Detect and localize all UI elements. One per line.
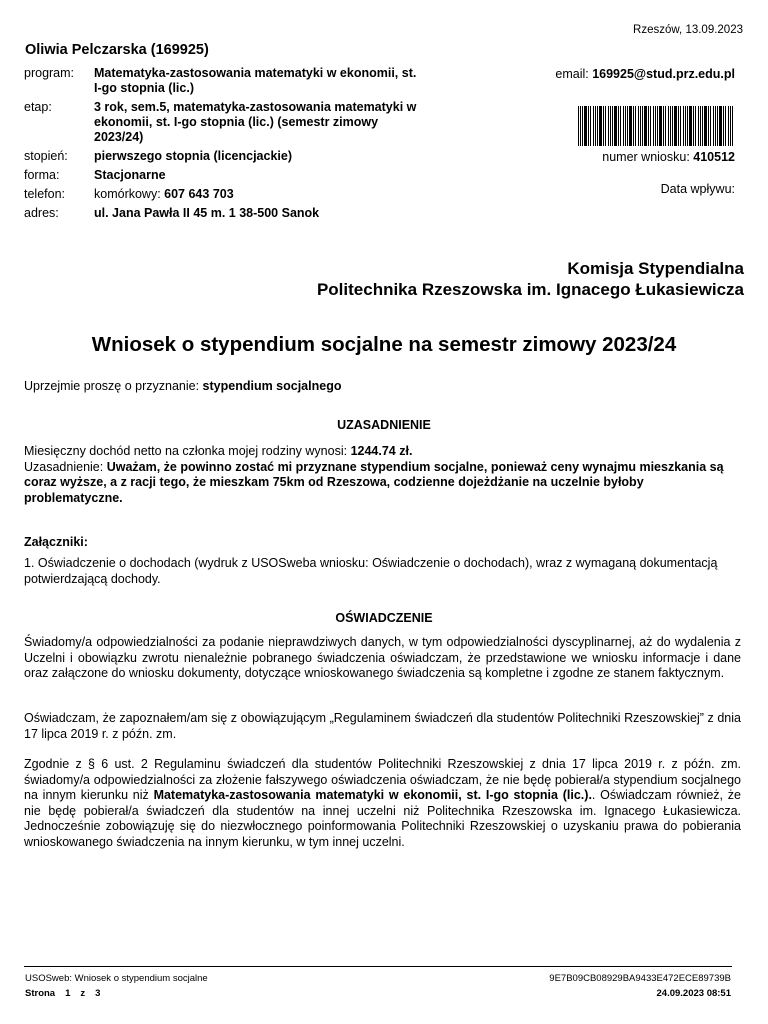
footer-divider [24,966,732,967]
declaration-p3-part-2: . Oświadczam również, że nie będę pobierał/a świadczeń dla studentów na innej uczelni niż Politechnika Rzeszowska im. Ignacego Łukasiewicza. Jednocześnie zobowiązuję się do niezwłocznego poinformowania Politechniki Rzeszowskiej o uzyskaniu prawa do pobierania wnioskowanego świadczenia na innym kierunku, w tym innej uczelni. [24,788,741,849]
info-label: telefon: [24,187,66,201]
info-label: forma: [24,168,60,182]
attachments-heading: Załączniki: [24,535,88,549]
info-row-degree [24,149,424,168]
income-label: Miesięczny dochód netto na członka mojej rodziny wynosi: [24,444,351,458]
phone-number: 607 643 703 [164,187,234,201]
reason-text: Uważam, że powinno zostać mi przyznane stypendium socjalne, ponieważ ceny wynajmu mieszkania są coraz wyższe, a z racji tego, że mieszkam 75km od Rzeszowa, codzienne dojeżdżanie na uczelnie byłoby problematyczne. [24,459,724,505]
info-row-address [24,206,424,225]
income-line [24,444,741,460]
declaration-p3-part-1: Zgodnie z § 6 ust. 2 Regulaminu świadczeń dla studentów Politechniki Rzeszowskiej z dnia 17 lipca 2019 r. z późn. zm. świadomy/a odpowiedzialności za złożenie fałszywego oświadczenia oświadczam, że nie będę pobierał/a stypendium socjalnego na innym kierunku niż [24,757,741,802]
info-label: adres: [24,206,59,220]
declaration-paragraph-1: Świadomy/a odpowiedzialności za podanie nieprawdziwych danych, w tym odpowiedzialności dyscyplinarnej, aż do wydalenia z Uczelni i obowiązku zwrotu nienależnie pobranego świadczenia oświadczam, że przedstawione we wniosku informacje i dane oraz załączone do wniosku dokumenty, dotyczące wnioskowanego świadczenia są kompletne i zgodne ze stanem faktycznym. [24,635,741,680]
addressee-line-1: Komisja Stypendialna [567,259,744,278]
page-of: z [80,988,86,999]
student-name: Oliwia Pelczarska (169925) [25,42,209,58]
info-value: pierwszego stopnia (licencjackie) [94,149,292,163]
print-timestamp: 24.09.2023 08:51 [656,988,731,999]
info-value-phone [94,187,424,206]
reason-line [24,460,741,507]
footer-system-label: USOSweb: Wniosek o stypendium socjalne [25,973,208,984]
place-date: Rzeszów, 13.09.2023 [633,24,743,36]
income-value: 1244.74 zł. [350,444,413,458]
justification-body [24,444,741,506]
info-value: 3 rok, sem.5, matematyka-zastosowania matematyki w ekonomii, st. I-go stopnia (lic.) (semestr zimowy 2023/24) [94,100,417,144]
footer-left [25,971,208,1001]
barcode [578,106,734,146]
phone-type: komórkowy: [94,187,165,201]
page-word: Strona [25,988,56,999]
declaration-paragraph-3 [24,757,741,850]
declaration-p3-program: Matematyka-zastosowania matematyki w ekonomii, st. I-go stopnia (lic.). [153,788,592,802]
application-number: 410512 [693,150,735,164]
request-value: stypendium socjalnego [202,379,342,393]
addressee-line-2: Politechnika Rzeszowska im. Ignacego Łukasiewicza [316,280,744,299]
reason-label: Uzasadnienie: [24,459,107,474]
request-line [24,379,341,393]
student-info-table [24,66,424,225]
page-total: 3 [95,988,101,999]
date-received-label: Data wpływu: [660,182,735,196]
application-number-line [602,150,735,164]
addressee-block [317,258,744,300]
document-title: Wniosek o stypendium socjalne na semestr zimowy 2023/24 [91,333,677,356]
info-row-phone [24,187,424,206]
info-value: ul. Jana Pawła II 45 m. 1 38-500 Sanok [94,206,320,220]
document-hash: 9E7B09CB08929BA9433E472ECE89739B [549,973,731,984]
info-label: program: [24,66,75,80]
info-row-form [24,168,424,187]
info-value: Stacjonarne [94,168,166,182]
application-number-label: numer wniosku: [602,150,694,164]
attachment-item-1: 1. Oświadczenie o dochodach (wydruk z USOSweba wniosku: Oświadczenie o dochodach), wraz z wymaganą dokumentacją potwierdzającą dochody. [24,556,718,586]
declaration-heading: OŚWIADCZENIE [335,611,433,625]
info-value: Matematyka-zastosowania matematyki w ekonomii, st. I-go stopnia (lic.) [94,66,417,95]
request-prefix: Uprzejmie proszę o przyznanie: [24,379,203,393]
info-row-stage [24,100,424,149]
footer-right [549,971,731,1001]
info-label: etap: [24,100,52,114]
justification-heading: UZASADNIENIE [337,418,431,432]
page-current: 1 [65,988,71,999]
page-indicator [25,986,208,1001]
declaration-paragraph-2: Oświadczam, że zapoznałem/am się z obowiązującym „Regulaminem świadczeń dla studentów Politechniki Rzeszowskiej” z dnia 17 lipca 2019 r. z późn. zm. [24,711,741,741]
info-row-program [24,66,424,100]
email-line [555,67,735,81]
email-label: email: [555,67,593,81]
info-label: stopień: [24,149,68,163]
email-address: 169925@stud.prz.edu.pl [592,67,735,81]
